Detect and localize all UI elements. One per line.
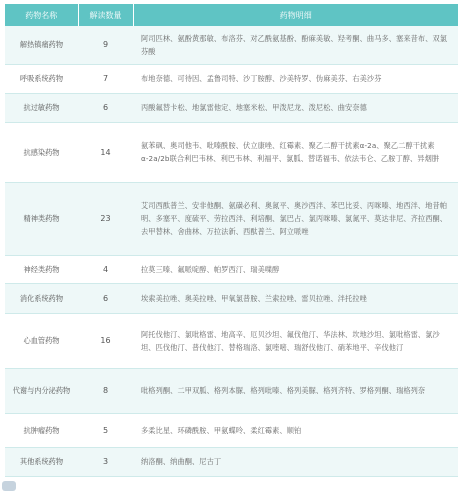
table-header-row — [5, 4, 458, 26]
row-category: 解热镇痛药物 — [5, 26, 78, 64]
row-count: 6 — [78, 283, 133, 313]
row-category: 心血管药物 — [5, 313, 78, 368]
row-count: 16 — [78, 313, 133, 368]
row-drugs: 纳洛酮、纳曲酮、尼古丁 — [133, 447, 458, 476]
row-category: 代谢与内分泌药物 — [5, 368, 78, 413]
row-drugs: 阿托伐他汀、氯吡格雷、地高辛、厄贝沙坦、氟伐他汀、华法林、坎地沙坦、氯吡格雷、氯沙坦、匹伐他汀、普伐他汀、替格瑞洛、氯喹嘧、瑞舒伐他汀、硝苯地平、辛伐他汀 — [133, 313, 458, 368]
table-row — [5, 283, 458, 313]
drug-table-container — [5, 4, 458, 477]
row-drugs: 阿司匹林、氨酚黄那敏、布洛芬、对乙酰氨基酚、酚麻美敏、羟考酮、曲马多、塞来昔布、双氯芬酸 — [133, 26, 458, 64]
row-count: 9 — [78, 26, 133, 64]
row-count: 23 — [78, 182, 133, 255]
header-count: 解读数量 — [78, 4, 133, 26]
table-row — [5, 122, 458, 182]
table-row — [5, 368, 458, 413]
row-drugs: 拉莫三嗪、氟哌啶醇、帕罗西汀、瑞美喋醇 — [133, 255, 458, 283]
row-drugs: 吡格列酮、二甲双胍、格列本脲、格列吡嗪、格列美脲、格列齐特、罗格列酮、瑞格列奈 — [133, 368, 458, 413]
row-count: 6 — [78, 93, 133, 122]
table-row — [5, 26, 458, 64]
row-category: 抗感染药物 — [5, 122, 78, 182]
row-category: 抗过敏药物 — [5, 93, 78, 122]
table-row — [5, 255, 458, 283]
drug-table — [5, 4, 458, 477]
row-count: 3 — [78, 447, 133, 476]
table-row — [5, 447, 458, 476]
table-row — [5, 93, 458, 122]
row-count: 5 — [78, 413, 133, 447]
row-count: 7 — [78, 64, 133, 93]
row-drugs: 艾司西酞普兰、安非他酮、氨磺必利、奥氮平、奥沙西泮、苯巴比妥、丙咪嗪、地西泮、地昔帕明、多塞平、度硫平、劳拉西泮、利培酮、氯巴占、氯丙咪嗪、氯氮平、莫达非尼、齐拉西酮、去甲替林、舍曲林、万拉法新、西酞普兰、阿立哌唑 — [133, 182, 458, 255]
row-drugs: 丙酸氟替卡松、地氯雷他定、地塞米松、甲泼尼龙、泼尼松、曲安奈德 — [133, 93, 458, 122]
row-category: 消化系统药物 — [5, 283, 78, 313]
row-count: 8 — [78, 368, 133, 413]
row-category: 精神类药物 — [5, 182, 78, 255]
row-drugs: 布地奈德、可待因、孟鲁司特、沙丁胺醇、沙美特罗、伪麻美芬、右美沙芬 — [133, 64, 458, 93]
row-drugs: 多柔比星、环磷酰胺、甲氨蝶呤、柔红霉素、顺铂 — [133, 413, 458, 447]
header-drug-name: 药物名称 — [5, 4, 78, 26]
header-drug-details: 药物明细 — [133, 4, 458, 26]
row-category: 呼吸系统药物 — [5, 64, 78, 93]
table-row — [5, 413, 458, 447]
watermark-logo — [2, 481, 16, 491]
row-category: 其他系统药物 — [5, 447, 78, 476]
table-row — [5, 64, 458, 93]
row-drugs: 埃索美拉唑、奥美拉唑、甲氧氯普胺、兰索拉唑、雷贝拉唑、泮托拉唑 — [133, 283, 458, 313]
table-row — [5, 313, 458, 368]
row-count: 4 — [78, 255, 133, 283]
row-category: 抗肿瘤药物 — [5, 413, 78, 447]
row-count: 14 — [78, 122, 133, 182]
table-row — [5, 182, 458, 255]
row-drugs: 氨苯砜、奥司他韦、吡嗪酰胺、伏立康唑、红霉素、聚乙二醇干扰素α-2a、聚乙二醇干扰素α-2a/2b联合利巴韦林、利巴韦林、利福平、氯胍、替诺福韦、依法韦仑、乙胺丁醇、异烟肼 — [133, 122, 458, 182]
row-category: 神经类药物 — [5, 255, 78, 283]
